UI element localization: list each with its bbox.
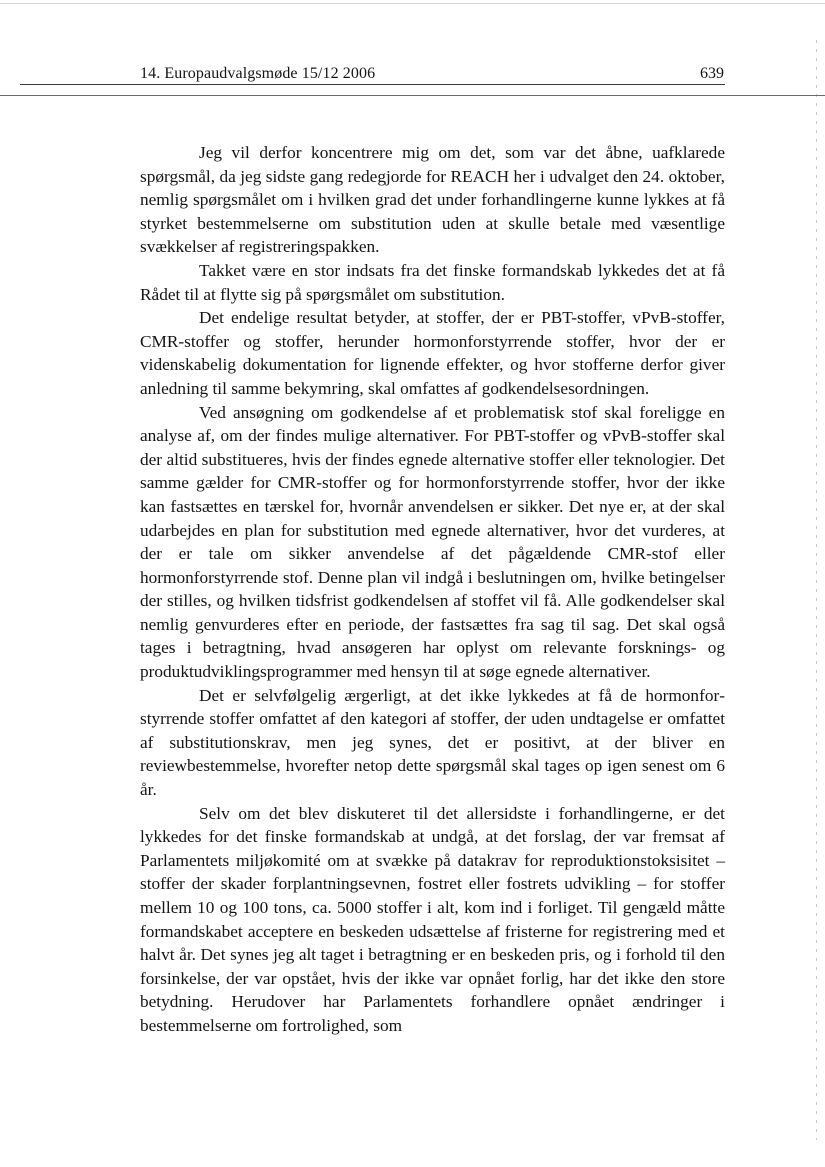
paragraph: Det endelige resultat betyder, at stoffer, der er PBT-stoffer, vPvB-stoffer, CMR-stoffer og stoffer, herunder hormonforstyrrende stoffer, hvor der er videnskabelig dokumentation for lignende effekter, og hvor stofferne derfor giver anledning til samme bekymring, skal omfattes af godkendelsesordningen. (140, 308, 725, 398)
page-header (0, 0, 825, 100)
page-number: 639 (700, 65, 724, 82)
document-body (140, 141, 725, 1038)
header-title: 14. Europaudvalgsmøde 15/12 2006 (140, 65, 376, 82)
paragraph: Det er selvfølgelig ærgerligt, at det ikke lykkedes at få de hormonforstyrrende stoffer omfattet af den kategori af stoffer, der uden undtagelse er omfattet af substitutionskrav, men jeg synes, det er positivt, at der bliver en reviewbestemmelse, hvorefter netop dette spørgsmål skal tages op igen senest om 6 år. (140, 685, 725, 800)
header-rule-lower (0, 95, 825, 96)
paragraph: Jeg vil derfor koncentrere mig om det, som var det åbne, uafklarede spørgsmål, da jeg sidste gang redegjorde for REACH her i udvalget den 24. oktober, nemlig spørgsmålet om i hvilken grad det under forhandlingerne kunne lykkes at få styrket bestemmelserne om substitution uden at skulle betale med væsentlige svækkelser af registreringspakken. (140, 143, 725, 257)
header-rule (20, 84, 725, 85)
scan-edge-right (816, 40, 817, 1140)
paragraph: Ved ansøgning om godkendelse af et problematisk stof skal foreligge en analyse af, om der findes mulige alternativer. For PBT-stoffer og vPvB-stoffer skal der altid substitueres, hvis der findes egnede alternative stoffer eller teknologier. Det samme gælder for CMR-stoffer og for hormonforstyrrende stoffer, hvor der ikke kan fastsættes en tærskel for, hvornår anvendelsen er sikker. Det nye er, at der skal udarbejdes en plan for substitution med egnede alternativer, hvor det vurderes, at der er tale om sikker anvendelse af det pågældende CMR-stof eller hormonforstyrrende stof. Denne plan vil indgå i beslutningen om, hvilke betingelser der stilles, og hvilken tidsfrist godkendelsen af stoffet vil få. Alle godkendelser skal nemlig genvurderes efter en periode, der fastsættes fra sag til sag. Det skal også tages i betragtning, hvad ansøgeren har oplyst om relevante forsknings- og produktudviklingsprogrammer med hensyn til at søge egnede alternativer. (140, 402, 725, 682)
paragraph: Takket være en stor indsats fra det finske formandskab lykkedes det at få Rådet til at flytte sig på spørgsmålet om substitution. (140, 260, 725, 304)
paragraph: Selv om det blev diskuteret til det allersidste i forhandlingerne, er det lykkedes for det finske formandskab at undgå, at det forslag, der var fremsat af Parlamentets miljøkomité om at svække på datakrav for reproduktionstoksisitet – stoffer der skader forplantningsevnen, fostret eller fostrets udvikling – for stoffer mellem 10 og 100 tons, ca. 5000 stoffer i alt, kom ind i forliget. Til gengæld måtte formandskabet acceptere en beskeden udsættelse af fristerne for registrering med et halvt år. Det synes jeg alt taget i betragtning er en beskeden pris, og i forhold til den forsinkelse, der var opstået, hvis der ikke var opnået forlig, har det ikke den store betydning. Herudover har Parlamentets forhandlere opnået ændringer i bestemmelserne om fortrolighed, som (140, 803, 725, 1035)
